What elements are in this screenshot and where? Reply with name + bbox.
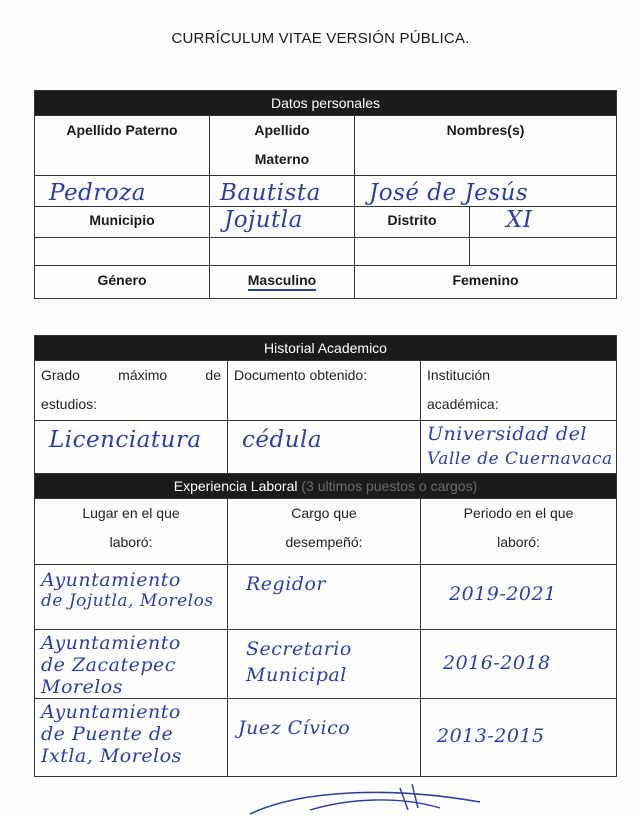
grado-label: Grado máximo de estudios: [35,361,228,421]
apellido-materno-label: Apellido Materno [210,116,355,176]
femenino-option: Femenino [355,266,617,299]
periodo-value: 2016-2018 [421,630,617,699]
municipio-label: Municipio [35,207,210,238]
documento-label: Documento obtenido: [228,361,421,421]
empty-cell [470,238,617,266]
academic-work-table [34,335,617,777]
table-row [35,699,617,777]
personal-data-table [34,90,617,299]
empty-cell [35,238,210,266]
academic-header: Historial Academico [35,336,617,361]
personal-data-header: Datos personales [35,91,617,116]
apellido-paterno-value: Pedroza [35,176,210,207]
lugar-value: Ayuntamiento de Zacatepec Morelos [35,630,228,699]
empty-cell [355,238,470,266]
lugar-value: Ayuntamiento de Jojutla, Morelos [35,565,228,630]
nombres-label: Nombres(s) [355,116,617,176]
distrito-value: XI [470,207,617,238]
cargo-value: Regidor [228,565,421,630]
apellido-paterno-label: Apellido Paterno [35,116,210,176]
cargo-label: Cargo que desempeñó: [228,499,421,565]
table-row [35,565,617,630]
signature-icon [240,780,500,817]
work-header: Experiencia Laboral (3 ultimos puestos o cargos) [35,474,617,499]
empty-cell [210,238,355,266]
masculino-option: Masculino [210,266,355,299]
institucion-label: Institución académica: [421,361,617,421]
periodo-value: 2013-2015 [421,699,617,777]
distrito-label: Distrito [355,207,470,238]
institucion-value: Universidad del Valle de Cuernavaca [421,421,617,474]
apellido-materno-value: Bautista [210,176,355,207]
grado-value: Licenciatura [35,421,228,474]
table-row [35,630,617,699]
document-title: CURRÍCULUM VITAE VERSIÓN PÚBLICA. [171,30,470,47]
cargo-value: Juez Cívico [228,699,421,777]
periodo-value: 2019-2021 [421,565,617,630]
lugar-label: Lugar en el que laboró: [35,499,228,565]
cargo-value: Secretario Municipal [228,630,421,699]
genero-label: Género [35,266,210,299]
documento-value: cédula [228,421,421,474]
periodo-label: Periodo en el que laboró: [421,499,617,565]
lugar-value: Ayuntamiento de Puente de Ixtla, Morelos [35,699,228,777]
nombres-value: José de Jesús [355,176,617,207]
municipio-value: Jojutla [210,207,355,238]
